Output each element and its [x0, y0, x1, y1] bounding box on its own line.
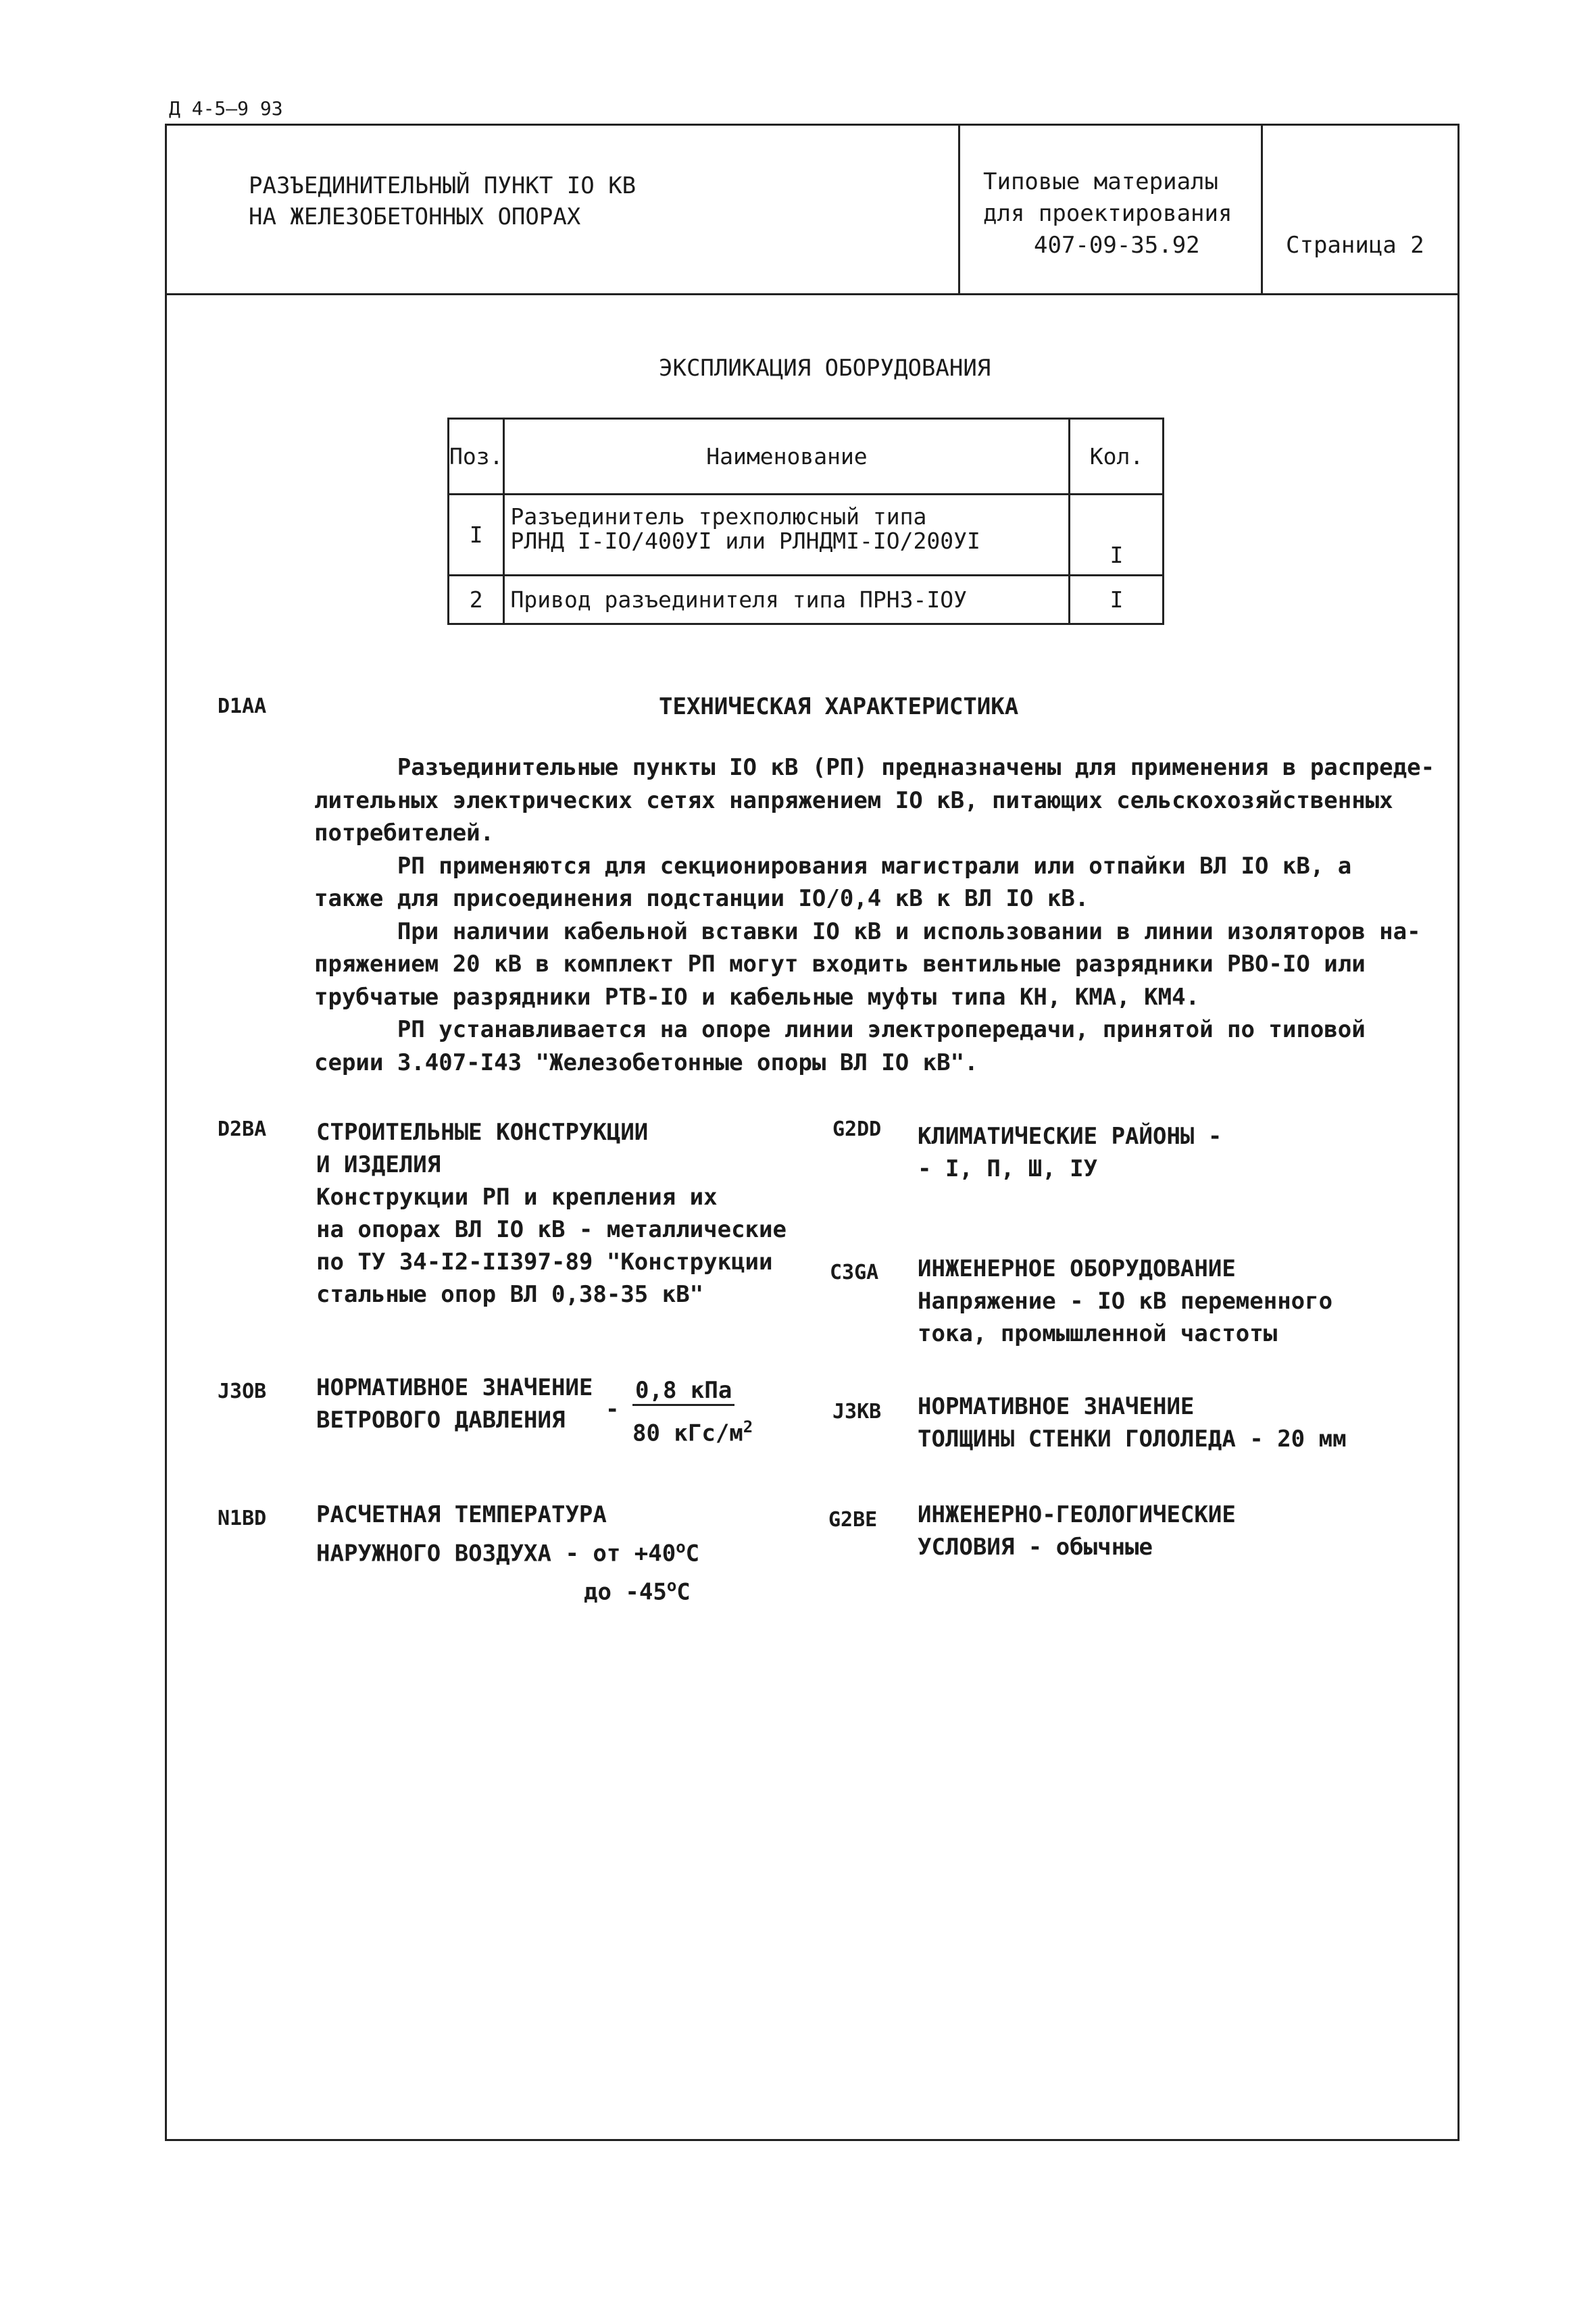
- tech-line: При наличии кабельной вставки IO кВ и использовании в линии изоляторов на-: [314, 917, 1421, 945]
- series-number: 407-09-35.92: [1034, 232, 1200, 259]
- temperature-min: до -45: [584, 1578, 667, 1606]
- temperature-line2: [316, 1531, 699, 1569]
- temperature-block: [316, 1499, 699, 1609]
- wind-denominator-exp: 2: [743, 1417, 753, 1436]
- document-number: Д 4-5—9 93: [169, 97, 283, 120]
- geology-line: УСЛОВИЯ - обычные: [918, 1534, 1153, 1561]
- row2-qty: I: [1070, 576, 1164, 624]
- section-code-c3ga: C3GA: [830, 1261, 879, 1284]
- tech-line: потребителей.: [314, 820, 495, 847]
- section-code-d2ba: D2BA: [218, 1117, 267, 1141]
- climate-block: [918, 1120, 1222, 1185]
- ice-block: [918, 1390, 1347, 1455]
- section-code-g2be: G2BE: [828, 1508, 878, 1532]
- tech-paragraph: [314, 751, 1435, 1079]
- row1-name: [504, 495, 1070, 576]
- page-label: Страница 2: [1286, 232, 1424, 259]
- geology-block: [918, 1499, 1236, 1563]
- engineering-line: ИНЖЕНЕРНОЕ ОБОРУДОВАНИЕ: [918, 1255, 1236, 1282]
- wind-line: НОРМАТИВНОЕ ЗНАЧЕНИЕ: [316, 1374, 593, 1401]
- temperature-max: НАРУЖНОГО ВОЗДУХА - от +40: [316, 1540, 676, 1567]
- wind-numerator: 0,8 кПа: [632, 1377, 734, 1406]
- temperature-line3: [316, 1569, 699, 1608]
- row1-qty: I: [1070, 495, 1164, 576]
- header-title-line1: РАЗЪЕДИНИТЕЛЬНЫЙ ПУНКТ IO КВ: [249, 172, 637, 199]
- equipment-table: [447, 418, 1164, 625]
- table-row: [449, 495, 1164, 576]
- col-pos-header: Поз.: [449, 419, 504, 495]
- header-divider-2: [1261, 124, 1263, 295]
- construction-line: по ТУ 34-I2-II397-89 "Конструкции: [316, 1249, 773, 1276]
- tech-line: серии 3.407-I43 "Железобетонные опоры ВЛ IO кВ".: [314, 1049, 978, 1076]
- construction-line: И ИЗДЕЛИЯ: [316, 1151, 441, 1178]
- tech-line: РП применяются для секционирования магистрали или отпайки ВЛ IO кВ, а: [314, 852, 1352, 880]
- construction-block: [316, 1116, 787, 1311]
- row1-name-line1: Разъединитель трехполюсный типа: [510, 503, 927, 530]
- engineering-block: [918, 1253, 1332, 1350]
- row1-name-line2: РЛНД I-IO/400УI или РЛНДМI-IO/200УI: [510, 528, 980, 554]
- tech-line: трубчатые разрядники РТВ-IO и кабельные муфты типа КН, КМА, КМ4.: [314, 983, 1200, 1011]
- section-code-n1bd: N1BD: [218, 1507, 267, 1530]
- col-name-header: Наименование: [504, 419, 1070, 495]
- unit-c: C: [685, 1540, 700, 1567]
- degree-sign: o: [666, 1576, 677, 1596]
- tech-line: пряжением 20 кВ в комплект РП могут входить вентильные разрядники РВО-IO или: [314, 951, 1366, 978]
- section-code-d1aa: D1AA: [218, 695, 267, 718]
- section-code-g2dd: G2DD: [832, 1117, 882, 1141]
- frame-top-line: [165, 124, 1460, 126]
- frame-left-line: [165, 124, 167, 2140]
- row1-pos: I: [449, 495, 504, 576]
- construction-line: на опорах ВЛ IO кВ - металлические: [316, 1216, 787, 1243]
- construction-line: Конструкции РП и крепления их: [316, 1184, 718, 1211]
- unit-c: C: [676, 1578, 691, 1606]
- table-row: [449, 576, 1164, 624]
- temperature-line1: РАСЧЕТНАЯ ТЕМПЕРАТУРА: [316, 1501, 607, 1528]
- equipment-heading: ЭКСПЛИКАЦИЯ ОБОРУДОВАНИЯ: [659, 355, 991, 382]
- header-divider-1: [958, 124, 960, 295]
- engineering-line: тока, промышленной частоты: [918, 1320, 1278, 1347]
- col-qty-header: Кол.: [1070, 419, 1164, 495]
- table-header-row: [449, 419, 1164, 495]
- tech-line: также для присоединения подстанции IO/0,4 кВ к ВЛ IO кВ.: [314, 885, 1089, 912]
- climate-line: - I, П, Ш, IУ: [918, 1155, 1098, 1182]
- series-line2: для проектирования: [983, 200, 1232, 227]
- row2-pos: 2: [449, 576, 504, 624]
- construction-line: стальные опор ВЛ 0,38-35 кВ": [316, 1281, 704, 1308]
- section-code-j3ob: J3OB: [218, 1380, 267, 1403]
- engineering-line: Напряжение - IO кВ переменного: [918, 1288, 1333, 1315]
- header-title-line2: НА ЖЕЛЕЗОБЕТОННЫХ ОПОРАХ: [249, 203, 581, 230]
- degree-sign: o: [676, 1538, 686, 1557]
- construction-line: СТРОИТЕЛЬНЫЕ КОНСТРУКЦИИ: [316, 1119, 649, 1146]
- tech-heading: ТЕХНИЧЕСКАЯ ХАРАКТЕРИСТИКА: [659, 693, 1019, 720]
- wind-denominator-value: 80 кГс/м: [632, 1419, 743, 1447]
- wind-line: ВЕТРОВОГО ДАВЛЕНИЯ: [316, 1407, 566, 1434]
- wind-dash: -: [605, 1396, 620, 1423]
- section-code-j3kb: J3КВ: [832, 1400, 882, 1424]
- row2-name: Привод разъединителя типа ПРНЗ-IOУ: [504, 576, 1070, 624]
- frame-right-line: [1457, 124, 1460, 2140]
- series-line1: Типовые материалы: [983, 168, 1218, 195]
- wind-pressure-block: [316, 1372, 593, 1436]
- header-bottom-line: [165, 293, 1460, 295]
- tech-line: РП устанавливается на опоре линии электропередачи, принятой по типовой: [314, 1016, 1366, 1043]
- tech-line: Разъединительные пункты IO кВ (РП) предназначены для применения в распреде-: [314, 754, 1435, 781]
- frame-bottom-line: [165, 2139, 1460, 2141]
- tech-line: лительных электрических сетях напряжением IO кВ, питающих сельскохозяйственных: [314, 786, 1393, 814]
- ice-line: НОРМАТИВНОЕ ЗНАЧЕНИЕ: [918, 1393, 1195, 1420]
- geology-line: ИНЖЕНЕРНО-ГЕОЛОГИЧЕСКИЕ: [918, 1501, 1236, 1528]
- wind-denominator: [632, 1411, 753, 1449]
- ice-line: ТОЛЩИНЫ СТЕНКИ ГОЛОЛЕДА - 20 мм: [918, 1426, 1347, 1453]
- climate-line: КЛИМАТИЧЕСКИЕ РАЙОНЫ -: [918, 1123, 1222, 1150]
